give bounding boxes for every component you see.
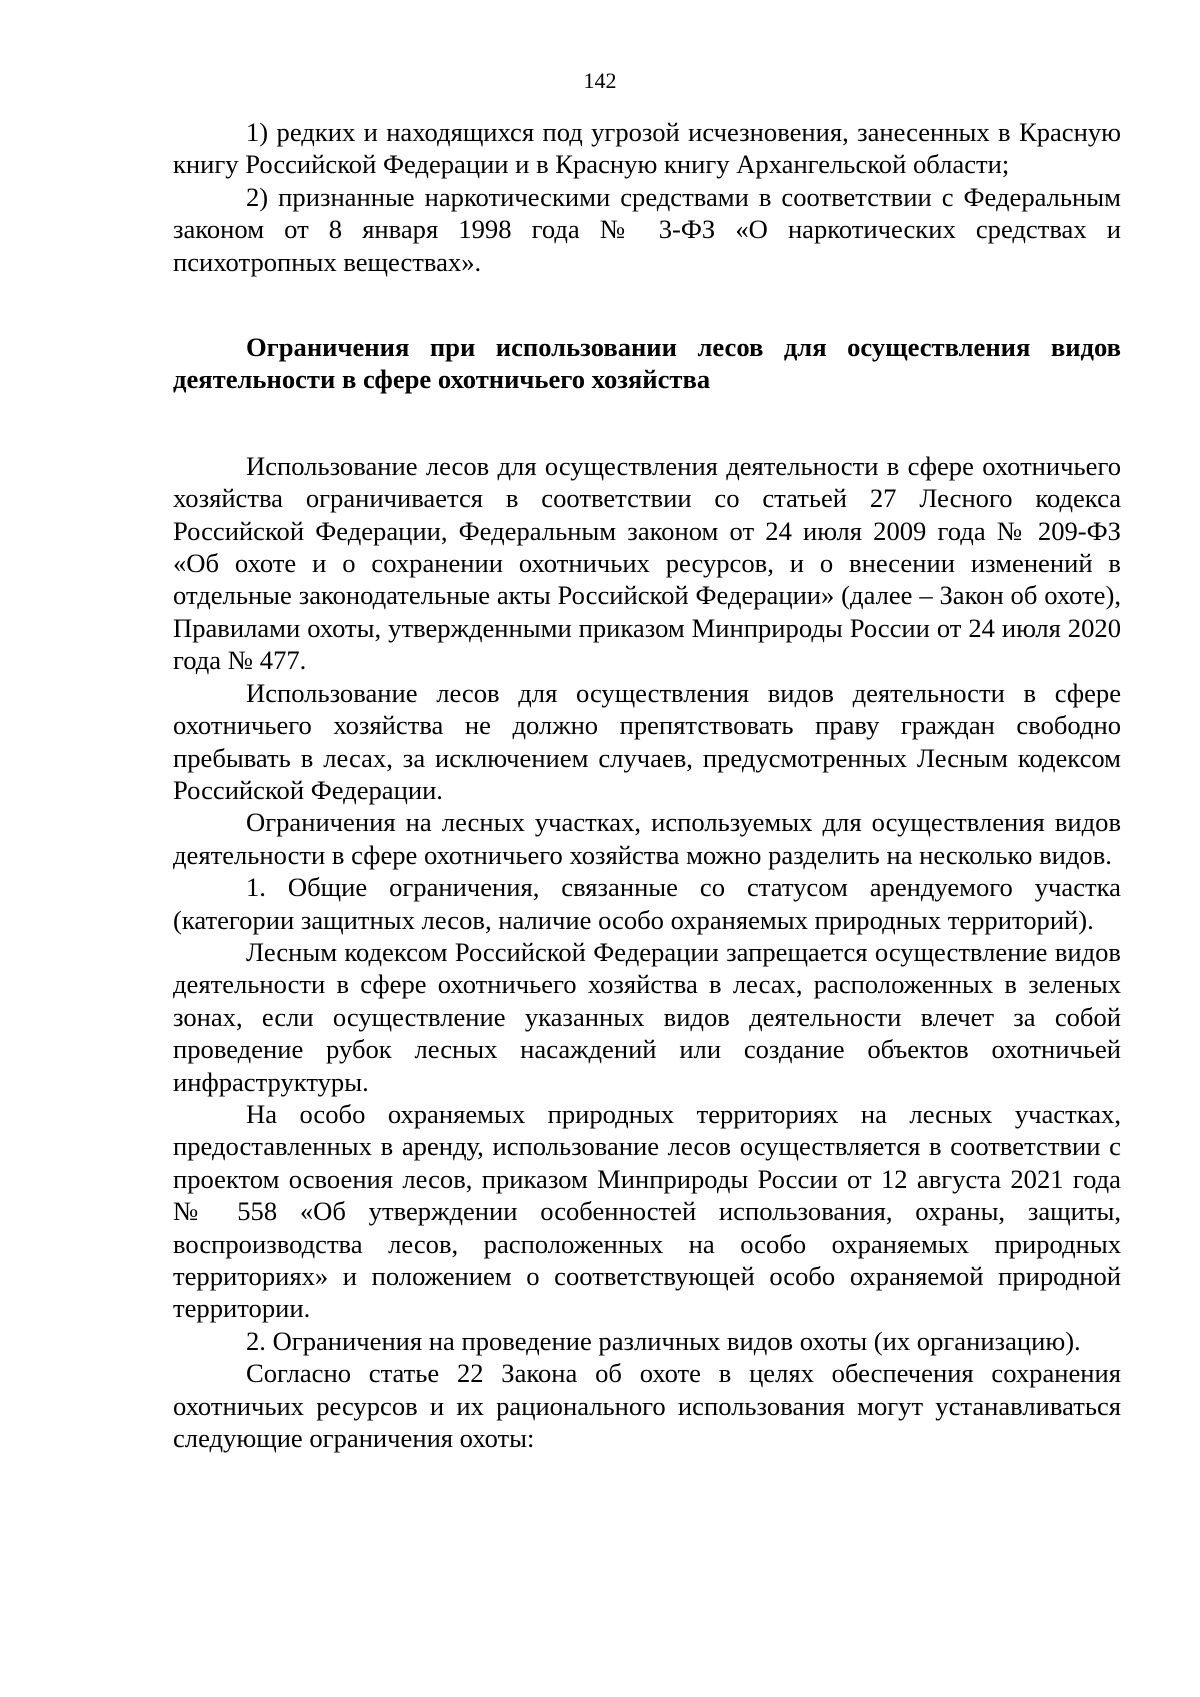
list-item: 1) редких и находящихся под угрозой исчезновения, занесенных в Красную книгу Российской Федерации и в Красную книгу Архангельской области; [173, 117, 1121, 180]
paragraph: Использование лесов для осуществления деятельности в сфере охотничьего хозяйства ограничивается в соответствии со статьей 27 Лесного кодекса Российской Федерации, Федеральным законом от 24 июля 2009 года № 209-ФЗ «Об охоте и о сохранении охотничьих ресурсов, и о внесении изменений в отдельные законодательные акты Российской Федерации» (далее – Закон об охоте), Правилами охоты, утвержденными приказом Минприроды России от 24 июля 2020 года № 477. [173, 450, 1121, 676]
paragraph: 1. Общие ограничения, связанные со статусом арендуемого участка (категории защитных лесов, наличие особо охраняемых природных территорий). [173, 872, 1121, 935]
spacer [173, 396, 1121, 450]
paragraph: Лесным кодексом Российской Федерации запрещается осуществление видов деятельности в сфере охотничьего хозяйства в лесах, расположенных в зеленых зонах, если осуществление указанных видов деятельности влечет за собой проведение рубок лесных насаждений или создание объектов охотничьей инфраструктуры. [173, 936, 1121, 1097]
paragraph: 2. Ограничения на проведение различных видов охоты (их организацию). [246, 1325, 1081, 1356]
page-number: 142 [583, 68, 617, 93]
paragraph: Использование лесов для осуществления видов деятельности в сфере охотничьего хозяйства не должно препятствовать праву граждан свободно пребывать в лесах, за исключением случаев, предусмотренных Лесным кодексом Российской Федерации. [173, 677, 1121, 805]
page-content [173, 116, 1121, 1454]
list-item: 2) признанные наркотическими средствами в соответствии с Федеральным законом от 8 января 1998 года № 3-ФЗ «О наркотических средствах и психотропных веществах». [173, 181, 1121, 277]
paragraph: Ограничения на лесных участках, используемых для осуществления видов деятельности в сфере охотничьего хозяйства можно разделить на несколько видов. [173, 807, 1121, 870]
spacer [173, 278, 1121, 331]
section-heading: Ограничения при использовании лесов для осуществления видов деятельности в сфере охотничьего хозяйства [173, 332, 1121, 395]
paragraph: На особо охраняемых природных территориях на лесных участках, предоставленных в аренду, использование лесов осуществляется в соответствии с проектом освоения лесов, приказом Минприроды России от 12 августа 2021 года № 558 «Об утверждении особенностей использования, охраны, защиты, воспроизводства лесов, расположенных на особо охраняемых природных территориях» и положением о соответствующей особо охраняемой природной территории. [173, 1098, 1121, 1324]
paragraph: Согласно статье 22 Закона об охоте в целях обеспечения сохранения охотничьих ресурсов и их рационального использования могут устанавливаться следующие ограничения охоты: [173, 1358, 1121, 1454]
